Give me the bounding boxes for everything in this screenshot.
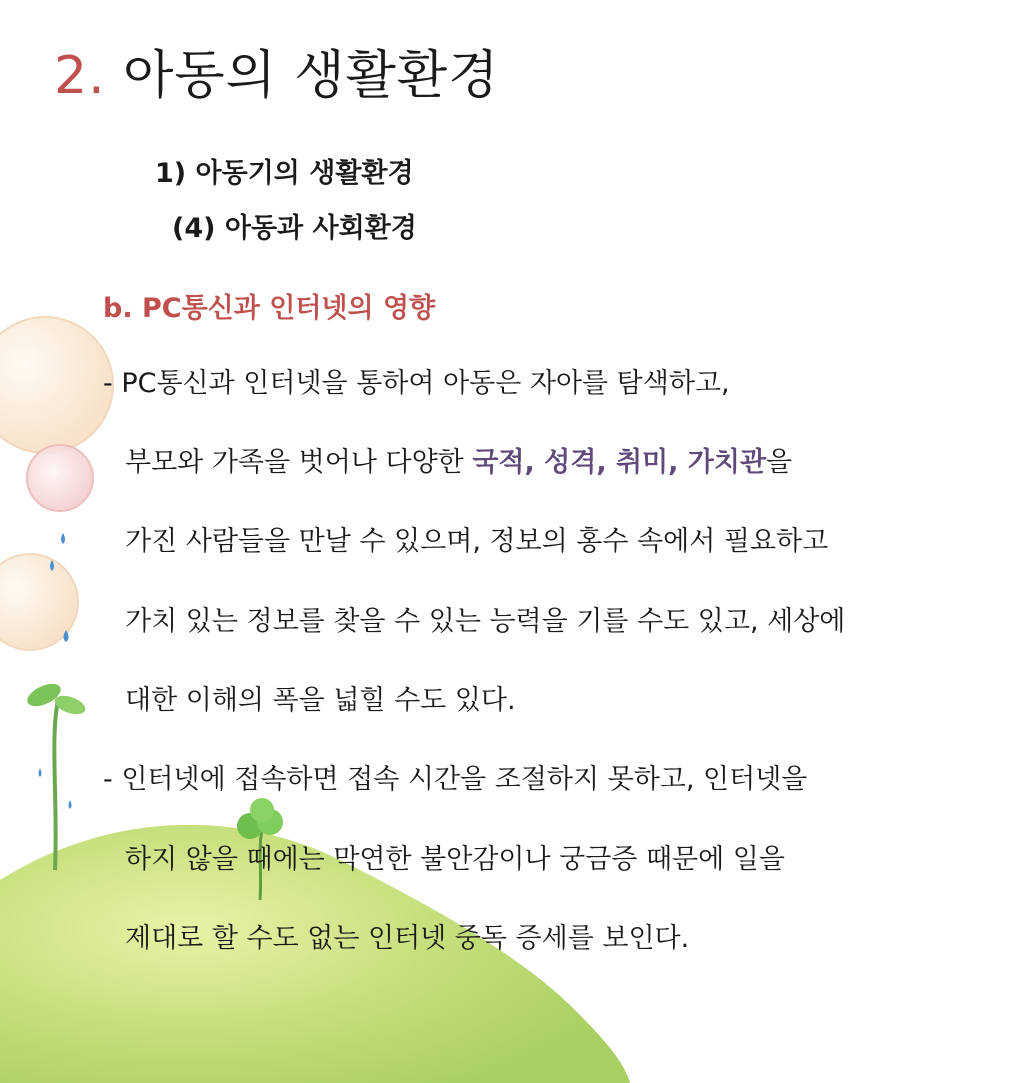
paragraph2-line3: 제대로 할 수도 없는 인터넷 중독 증세를 보인다. <box>125 923 690 954</box>
paragraph1-line2 <box>125 443 792 483</box>
paragraph2-line1: - 인터넷에 접속하면 접속 시간을 조절하지 못하고, 인터넷을 <box>103 764 808 795</box>
paragraph1-line1: - PC통신과 인터넷을 통하여 아동은 자아를 탐색하고, <box>103 368 730 399</box>
subheading-1: 1) 아동기의 생활환경 <box>155 158 414 189</box>
title-text: 아동의 생활환경 <box>123 46 500 106</box>
subheading-2: (4) 아동과 사회환경 <box>172 213 417 244</box>
highlight-keywords: 국적, 성격, 취미, 가치관 <box>472 447 767 478</box>
title-number: 2. <box>54 46 106 106</box>
paragraph1-line2-prefix: 부모와 가족을 벗어나 다양한 <box>125 447 473 478</box>
section-heading: b. PC통신과 인터넷의 영향 <box>103 293 436 324</box>
paragraph1-line5: 대한 이해의 폭을 넓힐 수도 있다. <box>125 685 516 716</box>
paragraph1-line4: 가치 있는 정보를 찾을 수 있는 능력을 기를 수도 있고, 세상에 <box>125 606 846 637</box>
page-title <box>54 40 499 112</box>
paragraph1-line3: 가진 사람들을 만날 수 있으며, 정보의 홍수 속에서 필요하고 <box>125 526 829 557</box>
paragraph1-line2-suffix: 을 <box>766 447 793 478</box>
paragraph2-line2: 하지 않을 때에는 막연한 불안감이나 궁금증 때문에 일을 <box>125 844 785 875</box>
